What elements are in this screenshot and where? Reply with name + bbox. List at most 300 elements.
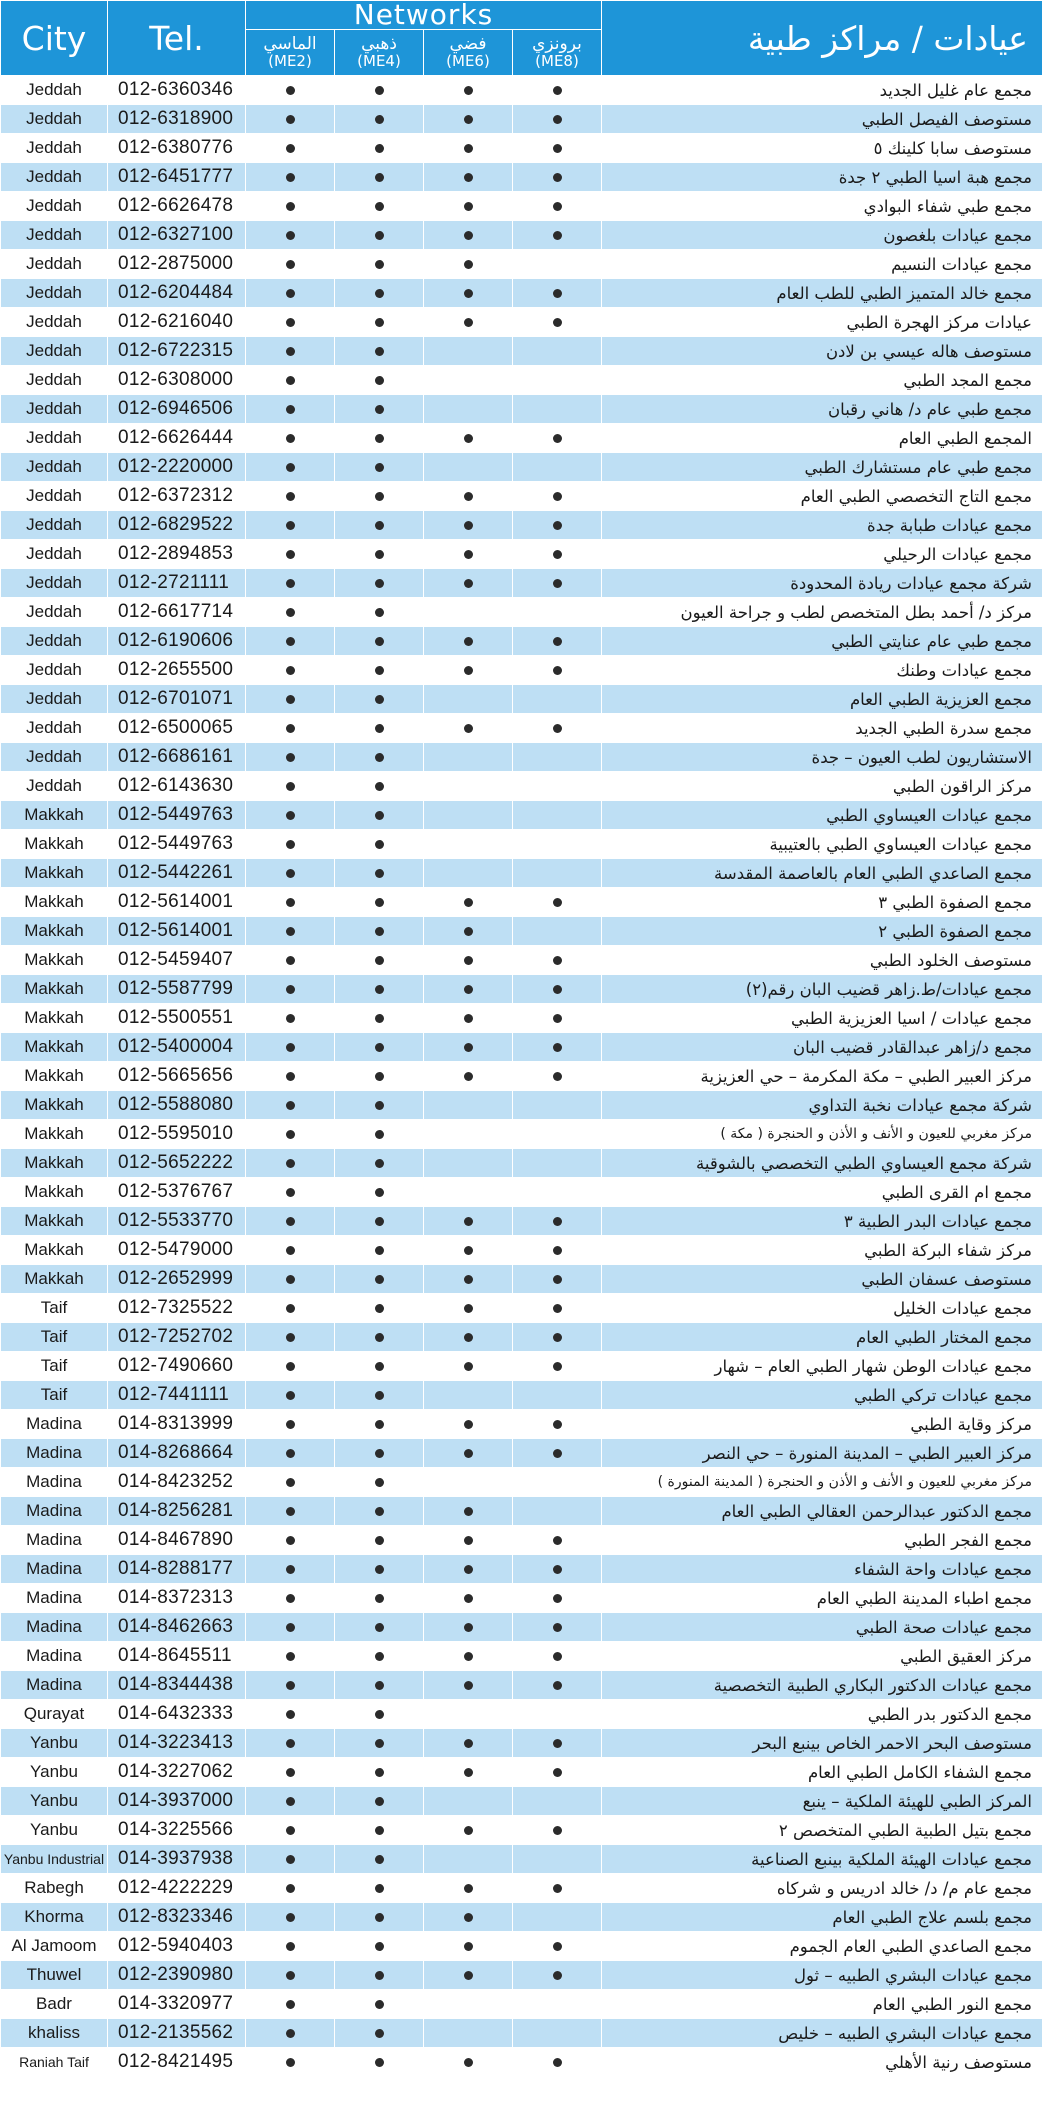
coverage-dot-icon bbox=[286, 811, 295, 820]
table-row bbox=[1, 1642, 1042, 1671]
coverage-dot-icon bbox=[464, 898, 473, 907]
city-cell: Makkah bbox=[1, 1033, 108, 1062]
city-cell: Jeddah bbox=[1, 134, 108, 163]
network-me2-cell bbox=[246, 801, 335, 830]
table-row bbox=[1, 1671, 1042, 1700]
network-me4-cell bbox=[335, 917, 424, 946]
phone-cell[interactable]: 014-3937938 bbox=[108, 1845, 246, 1874]
clinic-name-cell: مجمع النور الطبي العام bbox=[602, 1990, 1042, 2019]
phone-cell[interactable]: 012-6204484 bbox=[108, 279, 246, 308]
coverage-dot-icon bbox=[286, 1768, 295, 1777]
coverage-dot-icon bbox=[375, 1246, 384, 1255]
phone-cell[interactable]: 012-2875000 bbox=[108, 250, 246, 279]
coverage-dot-icon bbox=[375, 985, 384, 994]
clinic-name-cell: مجمع طبي عام مستشارك الطبي bbox=[602, 453, 1042, 482]
coverage-dot-icon bbox=[553, 231, 562, 240]
phone-cell[interactable]: 012-6626444 bbox=[108, 424, 246, 453]
phone-cell[interactable]: 014-8423252 bbox=[108, 1468, 246, 1497]
coverage-dot-icon bbox=[553, 1043, 562, 1052]
network-me8-cell bbox=[513, 134, 602, 163]
phone-cell[interactable]: 012-4222229 bbox=[108, 1874, 246, 1903]
network-me6-cell bbox=[424, 859, 513, 888]
network-me8-cell bbox=[513, 1294, 602, 1323]
network-me4-cell bbox=[335, 1352, 424, 1381]
phone-cell[interactable]: 012-5442261 bbox=[108, 859, 246, 888]
phone-cell[interactable]: 012-5479000 bbox=[108, 1236, 246, 1265]
network-me4-cell bbox=[335, 569, 424, 598]
city-cell: Makkah bbox=[1, 917, 108, 946]
coverage-dot-icon bbox=[375, 1130, 384, 1139]
coverage-dot-icon bbox=[553, 1536, 562, 1545]
phone-cell[interactable]: 012-5400004 bbox=[108, 1033, 246, 1062]
network-me6-cell bbox=[424, 888, 513, 917]
phone-cell[interactable]: 014-8313999 bbox=[108, 1410, 246, 1439]
clinic-name-cell: مركز الراقون الطبي bbox=[602, 772, 1042, 801]
network-me6-cell bbox=[424, 1178, 513, 1207]
network-me8-cell bbox=[513, 337, 602, 366]
phone-cell[interactable]: 012-2894853 bbox=[108, 540, 246, 569]
table-row bbox=[1, 1787, 1042, 1816]
phone-cell[interactable]: 014-8462663 bbox=[108, 1613, 246, 1642]
coverage-dot-icon bbox=[286, 956, 295, 965]
phone-cell[interactable]: 012-5595010 bbox=[108, 1120, 246, 1149]
coverage-dot-icon bbox=[375, 1855, 384, 1864]
coverage-dot-icon bbox=[553, 1623, 562, 1632]
network-me6-cell bbox=[424, 569, 513, 598]
coverage-dot-icon bbox=[286, 347, 295, 356]
phone-cell[interactable]: 012-2135562 bbox=[108, 2019, 246, 2048]
clinic-name-cell: مجمع الصاعدي الطبي العام بالعاصمة المقدسة bbox=[602, 859, 1042, 888]
coverage-dot-icon bbox=[286, 173, 295, 182]
network-me4-cell bbox=[335, 1555, 424, 1584]
network-me4-cell bbox=[335, 598, 424, 627]
phone-cell[interactable]: 012-5500551 bbox=[108, 1004, 246, 1033]
network-me2-cell bbox=[246, 337, 335, 366]
network-me6-cell bbox=[424, 2019, 513, 2048]
phone-cell[interactable]: 012-6190606 bbox=[108, 627, 246, 656]
table-row bbox=[1, 1700, 1042, 1729]
coverage-dot-icon bbox=[286, 86, 295, 95]
city-cell: Madina bbox=[1, 1410, 108, 1439]
network-me4-cell bbox=[335, 1265, 424, 1294]
city-cell: Jeddah bbox=[1, 772, 108, 801]
table-row bbox=[1, 424, 1042, 453]
phone-cell[interactable]: 012-8421495 bbox=[108, 2048, 246, 2077]
network-me8-cell bbox=[513, 511, 602, 540]
coverage-dot-icon bbox=[464, 1652, 473, 1661]
network-me8-cell bbox=[513, 1874, 602, 1903]
phone-cell[interactable]: 012-5940403 bbox=[108, 1932, 246, 1961]
network-me8-cell bbox=[513, 279, 602, 308]
network-me6-cell bbox=[424, 1236, 513, 1265]
network-me2-cell bbox=[246, 1352, 335, 1381]
coverage-dot-icon bbox=[286, 1971, 295, 1980]
phone-cell[interactable]: 014-8268664 bbox=[108, 1439, 246, 1468]
phone-cell[interactable]: 012-6360346 bbox=[108, 76, 246, 105]
network-me4-cell bbox=[335, 221, 424, 250]
network-me2-cell bbox=[246, 946, 335, 975]
table-row bbox=[1, 801, 1042, 830]
clinic-name-cell: مجمع عيادات تركي الطبي bbox=[602, 1381, 1042, 1410]
clinic-name-cell: مجمع عيادات واحة الشفاء bbox=[602, 1555, 1042, 1584]
network-me2-cell bbox=[246, 888, 335, 917]
phone-cell[interactable]: 012-8323346 bbox=[108, 1903, 246, 1932]
coverage-dot-icon bbox=[553, 1681, 562, 1690]
network-me2-cell bbox=[246, 1700, 335, 1729]
city-cell: Jeddah bbox=[1, 221, 108, 250]
coverage-dot-icon bbox=[464, 1536, 473, 1545]
network-me8-cell bbox=[513, 1584, 602, 1613]
city-cell: Jeddah bbox=[1, 395, 108, 424]
network-me6-cell bbox=[424, 1439, 513, 1468]
phone-cell[interactable]: 012-5376767 bbox=[108, 1178, 246, 1207]
clinic-name-cell: مجمع التاج التخصصي الطبي العام bbox=[602, 482, 1042, 511]
network-me4-cell bbox=[335, 1091, 424, 1120]
network-me8-cell bbox=[513, 801, 602, 830]
table-row bbox=[1, 2019, 1042, 2048]
coverage-dot-icon bbox=[553, 144, 562, 153]
city-cell: Jeddah bbox=[1, 308, 108, 337]
coverage-dot-icon bbox=[375, 115, 384, 124]
network-me8-cell bbox=[513, 627, 602, 656]
coverage-dot-icon bbox=[553, 1217, 562, 1226]
clinic-name-cell: مركز العبير الطبي – المدينة المنورة – حي النصر bbox=[602, 1439, 1042, 1468]
coverage-dot-icon bbox=[286, 1304, 295, 1313]
phone-cell[interactable]: 014-8288177 bbox=[108, 1555, 246, 1584]
table-row bbox=[1, 830, 1042, 859]
phone-cell[interactable]: 012-7252702 bbox=[108, 1323, 246, 1352]
network-me8-cell bbox=[513, 1149, 602, 1178]
network-me8-cell bbox=[513, 1468, 602, 1497]
table-row bbox=[1, 1526, 1042, 1555]
coverage-dot-icon bbox=[375, 144, 384, 153]
network-me8-cell bbox=[513, 598, 602, 627]
coverage-dot-icon bbox=[375, 579, 384, 588]
phone-cell[interactable]: 012-6626478 bbox=[108, 192, 246, 221]
coverage-dot-icon bbox=[375, 869, 384, 878]
coverage-dot-icon bbox=[375, 1652, 384, 1661]
phone-cell[interactable]: 012-5665656 bbox=[108, 1062, 246, 1091]
network-me6-cell bbox=[424, 1642, 513, 1671]
coverage-dot-icon bbox=[375, 724, 384, 733]
clinic-name-cell: مجمع الدكتور عبدالرحمن العقالي الطبي العام bbox=[602, 1497, 1042, 1526]
phone-cell[interactable]: 012-5587799 bbox=[108, 975, 246, 1004]
network-me4-cell bbox=[335, 1526, 424, 1555]
network-me8-cell bbox=[513, 1613, 602, 1642]
clinic-name-cell: مجمع عام غليل الجديد bbox=[602, 76, 1042, 105]
coverage-dot-icon bbox=[286, 1594, 295, 1603]
coverage-dot-icon bbox=[464, 927, 473, 936]
coverage-dot-icon bbox=[286, 1217, 295, 1226]
phone-cell[interactable]: 012-6946506 bbox=[108, 395, 246, 424]
network-me4-cell bbox=[335, 1323, 424, 1352]
coverage-dot-icon bbox=[286, 1420, 295, 1429]
phone-cell[interactable]: 012-6829522 bbox=[108, 511, 246, 540]
phone-cell[interactable]: 012-5449763 bbox=[108, 801, 246, 830]
city-cell: Jeddah bbox=[1, 714, 108, 743]
phone-cell[interactable]: 012-2721111 bbox=[108, 569, 246, 598]
phone-cell[interactable]: 012-7325522 bbox=[108, 1294, 246, 1323]
table-row bbox=[1, 1555, 1042, 1584]
phone-cell[interactable]: 014-3223413 bbox=[108, 1729, 246, 1758]
network-me6-cell bbox=[424, 163, 513, 192]
phone-cell[interactable]: 012-6327100 bbox=[108, 221, 246, 250]
phone-cell[interactable]: 012-6216040 bbox=[108, 308, 246, 337]
clinic-name-cell: المجمع الطبي العام bbox=[602, 424, 1042, 453]
network-me8-cell bbox=[513, 1033, 602, 1062]
phone-cell[interactable]: 012-6372312 bbox=[108, 482, 246, 511]
network-me8-cell bbox=[513, 395, 602, 424]
coverage-dot-icon bbox=[553, 1565, 562, 1574]
network-me6-header bbox=[424, 30, 513, 76]
coverage-dot-icon bbox=[553, 1304, 562, 1313]
network-me6-cell bbox=[424, 1381, 513, 1410]
city-cell: Jeddah bbox=[1, 656, 108, 685]
network-me4-cell bbox=[335, 1642, 424, 1671]
table-row bbox=[1, 453, 1042, 482]
phone-cell[interactable]: 014-8256281 bbox=[108, 1497, 246, 1526]
network-me6-cell bbox=[424, 1961, 513, 1990]
coverage-dot-icon bbox=[286, 724, 295, 733]
coverage-dot-icon bbox=[375, 666, 384, 675]
coverage-dot-icon bbox=[375, 898, 384, 907]
network-me8-cell bbox=[513, 482, 602, 511]
coverage-dot-icon bbox=[464, 231, 473, 240]
network-me8-cell bbox=[513, 1903, 602, 1932]
city-cell: Makkah bbox=[1, 946, 108, 975]
coverage-dot-icon bbox=[375, 1217, 384, 1226]
coverage-dot-icon bbox=[464, 1362, 473, 1371]
network-me2-cell bbox=[246, 1120, 335, 1149]
table-row bbox=[1, 1468, 1042, 1497]
phone-cell[interactable]: 014-8467890 bbox=[108, 1526, 246, 1555]
phone-cell[interactable]: 014-8344438 bbox=[108, 1671, 246, 1700]
network-me2-cell bbox=[246, 1613, 335, 1642]
network-me6-cell bbox=[424, 1323, 513, 1352]
coverage-dot-icon bbox=[464, 2058, 473, 2067]
network-me2-cell bbox=[246, 1468, 335, 1497]
network-me6-cell bbox=[424, 1816, 513, 1845]
phone-cell[interactable]: 012-6143630 bbox=[108, 772, 246, 801]
phone-cell[interactable]: 012-5449763 bbox=[108, 830, 246, 859]
network-me6-cell bbox=[424, 656, 513, 685]
table-row bbox=[1, 511, 1042, 540]
network-me8-cell bbox=[513, 1845, 602, 1874]
coverage-dot-icon bbox=[286, 376, 295, 385]
phone-cell[interactable]: 012-2390980 bbox=[108, 1961, 246, 1990]
coverage-dot-icon bbox=[286, 608, 295, 617]
network-me6-cell bbox=[424, 105, 513, 134]
table-row bbox=[1, 714, 1042, 743]
clinic-name-cell: مجمع الصفوة الطبي ٢ bbox=[602, 917, 1042, 946]
coverage-dot-icon bbox=[375, 2000, 384, 2009]
network-me8-cell bbox=[513, 250, 602, 279]
coverage-dot-icon bbox=[553, 985, 562, 994]
phone-cell[interactable]: 012-5652222 bbox=[108, 1149, 246, 1178]
phone-cell[interactable]: 012-6701071 bbox=[108, 685, 246, 714]
phone-cell[interactable]: 012-6686161 bbox=[108, 743, 246, 772]
network-me4-header bbox=[335, 30, 424, 76]
network-me2-cell bbox=[246, 656, 335, 685]
phone-cell[interactable]: 012-6722315 bbox=[108, 337, 246, 366]
city-cell: Jeddah bbox=[1, 337, 108, 366]
phone-cell[interactable]: 012-2220000 bbox=[108, 453, 246, 482]
phone-cell[interactable]: 014-3225566 bbox=[108, 1816, 246, 1845]
clinic-name-cell: مجمع عيادات العيساوي الطبي bbox=[602, 801, 1042, 830]
coverage-dot-icon bbox=[464, 637, 473, 646]
network-me6-cell bbox=[424, 1062, 513, 1091]
phone-cell[interactable]: 014-3320977 bbox=[108, 1990, 246, 2019]
city-cell: Jeddah bbox=[1, 627, 108, 656]
network-me2-cell bbox=[246, 163, 335, 192]
city-cell: Madina bbox=[1, 1613, 108, 1642]
network-me8-cell bbox=[513, 1729, 602, 1758]
city-cell: Makkah bbox=[1, 975, 108, 1004]
network-me8-cell bbox=[513, 163, 602, 192]
phone-cell[interactable]: 012-2652999 bbox=[108, 1265, 246, 1294]
network-me8-cell bbox=[513, 221, 602, 250]
coverage-dot-icon bbox=[286, 1913, 295, 1922]
network-me2-cell bbox=[246, 1178, 335, 1207]
city-cell: Thuwel bbox=[1, 1961, 108, 1990]
network-me2-cell bbox=[246, 627, 335, 656]
clinic-name-cell: مستوصف عسفان الطبي bbox=[602, 1265, 1042, 1294]
network-me2-cell bbox=[246, 308, 335, 337]
city-cell: Jeddah bbox=[1, 482, 108, 511]
network-me2-cell bbox=[246, 1526, 335, 1555]
coverage-dot-icon bbox=[286, 1739, 295, 1748]
network-me4-cell bbox=[335, 134, 424, 163]
network-me6-cell bbox=[424, 1990, 513, 2019]
city-cell: Makkah bbox=[1, 1149, 108, 1178]
coverage-dot-icon bbox=[375, 1971, 384, 1980]
coverage-dot-icon bbox=[553, 1739, 562, 1748]
network-me2-cell bbox=[246, 424, 335, 453]
phone-cell[interactable]: 012-5459407 bbox=[108, 946, 246, 975]
city-cell: Taif bbox=[1, 1294, 108, 1323]
phone-cell[interactable]: 012-5588080 bbox=[108, 1091, 246, 1120]
network-me6-cell bbox=[424, 1352, 513, 1381]
coverage-dot-icon bbox=[286, 666, 295, 675]
table-row bbox=[1, 1323, 1042, 1352]
network-me2-cell bbox=[246, 1816, 335, 1845]
coverage-dot-icon bbox=[553, 579, 562, 588]
coverage-dot-icon bbox=[375, 492, 384, 501]
phone-cell[interactable]: 012-7441111 bbox=[108, 1381, 246, 1410]
network-me6-cell bbox=[424, 511, 513, 540]
coverage-dot-icon bbox=[375, 840, 384, 849]
coverage-dot-icon bbox=[375, 1536, 384, 1545]
coverage-dot-icon bbox=[464, 666, 473, 675]
network-me2-cell bbox=[246, 1584, 335, 1613]
coverage-dot-icon bbox=[464, 1043, 473, 1052]
phone-cell[interactable]: 012-6380776 bbox=[108, 134, 246, 163]
phone-cell[interactable]: 014-3227062 bbox=[108, 1758, 246, 1787]
network-me8-cell bbox=[513, 830, 602, 859]
phone-cell[interactable]: 012-6318900 bbox=[108, 105, 246, 134]
network-me6-cell bbox=[424, 192, 513, 221]
coverage-dot-icon bbox=[553, 1884, 562, 1893]
table-row bbox=[1, 888, 1042, 917]
table-row bbox=[1, 1932, 1042, 1961]
network-me6-cell bbox=[424, 1729, 513, 1758]
network-me6-cell bbox=[424, 743, 513, 772]
network-me4-cell bbox=[335, 163, 424, 192]
network-me8-cell bbox=[513, 1004, 602, 1033]
phone-cell[interactable]: 014-8645511 bbox=[108, 1642, 246, 1671]
network-me4-cell bbox=[335, 714, 424, 743]
phone-cell[interactable]: 012-5614001 bbox=[108, 888, 246, 917]
table-row bbox=[1, 482, 1042, 511]
network-me2-cell bbox=[246, 511, 335, 540]
network-me8-cell bbox=[513, 2048, 602, 2077]
table-row bbox=[1, 1004, 1042, 1033]
phone-cell[interactable]: 014-8372313 bbox=[108, 1584, 246, 1613]
coverage-dot-icon bbox=[286, 637, 295, 646]
clinic-name-cell: مستوصف البحر الاحمر الخاص بينبع البحر bbox=[602, 1729, 1042, 1758]
network-me4-cell bbox=[335, 830, 424, 859]
network-me2-cell bbox=[246, 1642, 335, 1671]
network-me4-cell bbox=[335, 1671, 424, 1700]
network-me4-cell bbox=[335, 1961, 424, 1990]
phone-cell[interactable]: 012-7490660 bbox=[108, 1352, 246, 1381]
phone-cell[interactable]: 012-5533770 bbox=[108, 1207, 246, 1236]
network-me4-cell bbox=[335, 1787, 424, 1816]
network-me4-code: (ME4) bbox=[357, 51, 401, 70]
network-me8-cell bbox=[513, 975, 602, 1004]
table-row bbox=[1, 1352, 1042, 1381]
coverage-dot-icon bbox=[464, 1449, 473, 1458]
coverage-dot-icon bbox=[286, 318, 295, 327]
network-me4-cell bbox=[335, 859, 424, 888]
coverage-dot-icon bbox=[375, 2029, 384, 2038]
network-me6-cell bbox=[424, 540, 513, 569]
phone-cell[interactable]: 012-5614001 bbox=[108, 917, 246, 946]
phone-cell[interactable]: 012-6617714 bbox=[108, 598, 246, 627]
coverage-dot-icon bbox=[464, 1333, 473, 1342]
coverage-dot-icon bbox=[375, 202, 384, 211]
coverage-dot-icon bbox=[464, 1420, 473, 1429]
phone-cell[interactable]: 014-3937000 bbox=[108, 1787, 246, 1816]
city-cell: Madina bbox=[1, 1526, 108, 1555]
network-me6-cell bbox=[424, 279, 513, 308]
phone-cell[interactable]: 012-6451777 bbox=[108, 163, 246, 192]
coverage-dot-icon bbox=[375, 86, 384, 95]
phone-cell[interactable]: 012-2655500 bbox=[108, 656, 246, 685]
city-cell: Jeddah bbox=[1, 279, 108, 308]
coverage-dot-icon bbox=[286, 1043, 295, 1052]
network-me8-header bbox=[513, 30, 602, 76]
city-cell: Jeddah bbox=[1, 511, 108, 540]
phone-cell[interactable]: 012-6500065 bbox=[108, 714, 246, 743]
table-row bbox=[1, 1584, 1042, 1613]
network-me6-cell bbox=[424, 308, 513, 337]
coverage-dot-icon bbox=[553, 1246, 562, 1255]
phone-cell[interactable]: 012-6308000 bbox=[108, 366, 246, 395]
network-me4-cell bbox=[335, 1236, 424, 1265]
table-row bbox=[1, 1265, 1042, 1294]
coverage-dot-icon bbox=[464, 86, 473, 95]
city-cell: Makkah bbox=[1, 1207, 108, 1236]
city-cell: Madina bbox=[1, 1497, 108, 1526]
city-cell: Makkah bbox=[1, 1236, 108, 1265]
phone-cell[interactable]: 014-6432333 bbox=[108, 1700, 246, 1729]
table-row bbox=[1, 279, 1042, 308]
coverage-dot-icon bbox=[375, 1507, 384, 1516]
network-me4-cell bbox=[335, 685, 424, 714]
network-me8-cell bbox=[513, 1816, 602, 1845]
city-cell: Makkah bbox=[1, 830, 108, 859]
